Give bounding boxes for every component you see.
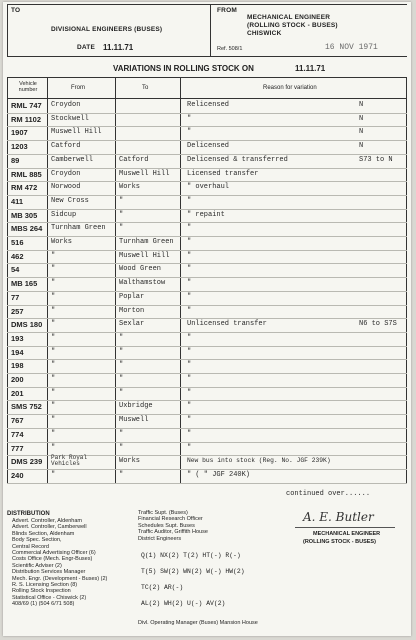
table-row xyxy=(3,387,411,401)
reason-cell: " xyxy=(187,265,192,274)
table-row xyxy=(3,113,411,127)
side-cell: N6 to S7S xyxy=(359,320,397,329)
col-header-vehicle: Vehicle number xyxy=(18,81,38,93)
from-cell: " xyxy=(51,333,56,342)
reason-cell: New bus into stock (Reg. No. JGF 239K) xyxy=(187,457,331,465)
from-cell: Camberwell xyxy=(51,155,94,164)
reason-cell: " xyxy=(187,416,192,425)
from-cell: " xyxy=(51,347,56,356)
from-cell: " xyxy=(51,292,56,301)
to-cell: Muswell Hill xyxy=(119,169,170,178)
vehicle-number: 257 xyxy=(11,306,24,316)
to-cell: " xyxy=(119,361,124,370)
distribution-footer: Divl. Operating Manager (Buses) Mansion House xyxy=(138,620,258,626)
vehicle-number: MB 305 xyxy=(11,210,38,220)
col-header-from: From xyxy=(71,85,85,91)
distribution-left-list xyxy=(12,518,107,608)
code-line: TC(2) AR(-) xyxy=(141,584,184,591)
dist-item: Schedules Supt. Buses xyxy=(138,522,195,529)
dist-item: District Engineers xyxy=(138,535,182,542)
vehicle-number: 462 xyxy=(11,251,24,261)
table-row xyxy=(3,318,411,332)
reason-cell: " xyxy=(187,238,192,246)
table-row xyxy=(3,442,411,456)
vehicle-number: 516 xyxy=(11,238,24,247)
from-cell: " xyxy=(51,306,56,315)
vehicle-number: 1907 xyxy=(11,128,28,138)
from-line-2: (ROLLING STOCK - BUSES) xyxy=(247,22,338,29)
from-cell: " xyxy=(51,375,56,383)
vehicle-number: 767 xyxy=(11,416,24,426)
dist-item: Central Record xyxy=(12,543,49,550)
signature-title-1: MECHANICAL ENGINEER xyxy=(313,531,381,537)
col-header-reason: Reason for variation xyxy=(263,85,317,91)
reason-cell: " xyxy=(187,388,192,397)
table-row xyxy=(3,250,411,264)
to-cell: " xyxy=(119,375,124,383)
table-row xyxy=(3,291,411,305)
to-cell: " xyxy=(119,347,124,356)
dist-item: R. S. Licensing Section (8) xyxy=(12,582,78,589)
signature-title-2: (ROLLING STOCK - BUSES) xyxy=(303,539,376,545)
vehicle-number: RM 1102 xyxy=(11,114,42,124)
vehicle-number: 411 xyxy=(11,196,24,206)
header-top-rule xyxy=(7,4,407,5)
vehicle-number: SMS 752 xyxy=(11,402,42,412)
distribution-middle-list xyxy=(138,510,208,542)
reason-cell: " xyxy=(187,251,192,260)
side-cell: N xyxy=(359,114,364,123)
dist-item: 408/69 (1) (504 6/71 508) xyxy=(12,601,75,608)
dist-item: Distribution Services Manager xyxy=(12,569,86,576)
reason-cell: " xyxy=(187,333,192,342)
dist-item: Traffic Supt. (Buses) xyxy=(138,510,188,516)
reason-cell: " xyxy=(187,292,192,301)
reason-cell: " xyxy=(187,279,192,288)
vehicle-number: 1203 xyxy=(11,142,28,152)
code-line: Q(1) NX(2) T(2) HT(-) R(-) xyxy=(141,552,241,559)
header-divider xyxy=(210,4,211,56)
header-left-border xyxy=(7,4,8,56)
side-cell: N xyxy=(359,101,364,109)
from-cell: Croydon xyxy=(51,169,81,178)
row-rule xyxy=(7,483,407,484)
table-row xyxy=(3,168,411,182)
reason-cell: " repaint xyxy=(187,210,225,219)
dist-item: Blinds Section, Aldenham xyxy=(12,530,75,537)
from-line-1: MECHANICAL ENGINEER xyxy=(247,14,331,21)
signature-rule xyxy=(295,527,395,528)
reason-cell: Delicensed & transferred xyxy=(187,155,288,164)
to-cell: Poplar xyxy=(119,292,145,301)
from-cell: Catford xyxy=(51,142,81,151)
table-row xyxy=(3,154,411,168)
reason-cell: Unlicensed transfer xyxy=(187,320,267,329)
vehicle-number: 777 xyxy=(11,443,24,453)
header-bottom-rule xyxy=(7,56,407,57)
table-row xyxy=(3,359,411,373)
distribution-title: DISTRIBUTION xyxy=(7,511,50,517)
document-page xyxy=(3,2,411,636)
to-cell: " xyxy=(119,333,124,342)
table-row xyxy=(3,195,411,209)
to-cell: " xyxy=(119,210,124,219)
side-cell: N xyxy=(359,142,364,151)
table-row xyxy=(3,277,411,291)
table-row xyxy=(3,181,411,195)
to-cell: Wood Green xyxy=(119,265,162,274)
table-row xyxy=(3,332,411,346)
to-cell: " xyxy=(119,443,124,452)
from-cell: " xyxy=(51,402,56,411)
to-cell: Catford xyxy=(119,155,149,164)
dist-item: Advert. Controller, Camberwell xyxy=(12,524,87,531)
dist-item: Mech. Engr. (Development - Buses) (2) xyxy=(12,575,108,582)
table-top-rule xyxy=(7,77,407,78)
vehicle-number: 240 xyxy=(11,470,24,480)
table-row xyxy=(3,414,411,428)
reason-cell: " xyxy=(187,361,192,370)
vehicle-number: 198 xyxy=(11,361,24,371)
to-cell: Works xyxy=(119,183,141,192)
date-label: DATE xyxy=(77,44,96,51)
to-cell: " xyxy=(119,196,124,205)
from-cell: Muswell Hill xyxy=(51,128,102,137)
dist-item: Commercial Advertising Officer (6) xyxy=(12,550,96,557)
dist-item: Financial Research Officer xyxy=(138,516,203,523)
to-value: DIVISIONAL ENGINEERS (BUSES) xyxy=(51,26,163,33)
table-row xyxy=(3,400,411,414)
table-row xyxy=(3,236,411,250)
dist-item: Advert. Controller, Aldenham xyxy=(12,518,83,524)
dist-item: Rolling Stock Inspection xyxy=(12,588,71,595)
to-cell: Uxbridge xyxy=(119,402,153,411)
from-cell: " xyxy=(51,443,56,452)
to-cell: Muswell xyxy=(119,416,149,425)
reason-cell: " xyxy=(187,429,192,438)
dist-item: Body Spec. Section, xyxy=(12,537,62,544)
from-cell: " xyxy=(51,470,56,479)
vehicle-number: 774 xyxy=(11,429,24,439)
dist-item: Traffic Auditor, Griffith House xyxy=(138,529,208,536)
reason-cell: " xyxy=(187,306,192,315)
vehicle-number: RML 885 xyxy=(11,169,42,179)
from-cell: " xyxy=(51,320,56,329)
from-cell: " xyxy=(51,388,56,397)
from-label: FROM xyxy=(217,7,237,14)
to-cell: Morton xyxy=(119,306,145,315)
from-cell: Works xyxy=(51,238,73,246)
vehicle-number: 194 xyxy=(11,347,24,357)
from-cell: " xyxy=(51,279,56,288)
table-row xyxy=(3,346,411,360)
district-codes xyxy=(141,548,245,612)
table-row xyxy=(3,263,411,277)
date-value: 11.11.71 xyxy=(103,43,134,52)
to-cell: Muswell Hill xyxy=(119,251,170,260)
reason-cell: Delicensed xyxy=(187,142,230,151)
code-line: AL(2) WH(2) U(-) AV(2) xyxy=(141,600,226,607)
from-cell: New Cross xyxy=(51,196,89,205)
reason-cell: Licensed transfer xyxy=(187,169,259,178)
vehicle-number: 54 xyxy=(11,265,20,275)
reason-cell: Relicensed xyxy=(187,101,230,109)
dist-item: Statistical Office - Chiswick (2) xyxy=(12,594,87,601)
from-cell: Norwood xyxy=(51,183,81,192)
to-cell: Sexlar xyxy=(119,320,145,329)
table-row xyxy=(3,140,411,154)
dist-item: Costs Office (Mech. Engr-Buses) xyxy=(12,556,93,563)
form-title-date: 11.11.71 xyxy=(295,64,326,73)
to-cell: " xyxy=(119,470,124,479)
reason-cell: " overhaul xyxy=(187,183,230,192)
signature: A. E. Butler xyxy=(303,510,374,524)
table-row xyxy=(3,222,411,236)
side-cell: S73 to N xyxy=(359,155,393,164)
to-cell: Turnham Green xyxy=(119,238,174,246)
reason-cell: " xyxy=(187,443,192,452)
table-row xyxy=(3,373,411,387)
vehicle-number: DMS 180 xyxy=(11,320,43,330)
reason-cell: " xyxy=(187,196,192,205)
from-cell: Sidcup xyxy=(51,210,77,219)
vehicle-number: RM 472 xyxy=(11,183,38,193)
table-row xyxy=(3,209,411,223)
to-cell: " xyxy=(119,224,124,233)
continued-note: continued over...... xyxy=(286,490,371,498)
to-cell: Works xyxy=(119,457,141,466)
code-line: T(5) SW(2) WN(2) W(-) HW(2) xyxy=(141,568,245,575)
to-cell: Walthamstow xyxy=(119,279,166,288)
from-cell: Turnham Green xyxy=(51,224,106,233)
table-row xyxy=(3,428,411,442)
from-cell: " xyxy=(51,251,56,260)
to-label: TO xyxy=(11,7,21,14)
reason-cell: " xyxy=(187,347,192,356)
reason-cell: " xyxy=(187,114,192,123)
table-row xyxy=(3,455,411,469)
from-cell: " xyxy=(51,361,56,370)
reason-cell: " ( " JGF 240K) xyxy=(187,470,251,479)
to-cell: " xyxy=(119,388,124,397)
from-cell: Croydon xyxy=(51,101,81,109)
table-row xyxy=(3,305,411,319)
received-date-stamp: 16 NOV 1971 xyxy=(325,43,378,52)
reason-cell: " xyxy=(187,375,192,383)
table-row xyxy=(3,469,411,483)
col-header-to: To xyxy=(142,85,149,91)
reason-cell: " xyxy=(187,128,192,137)
dist-item: Scientific Adviser (2) xyxy=(12,562,62,569)
form-title: VARIATIONS IN ROLLING STOCK ON xyxy=(113,64,254,73)
from-cell: Stockwell xyxy=(51,114,89,123)
vehicle-number: RML 747 xyxy=(11,101,42,110)
vehicle-number: DMS 239 xyxy=(11,457,43,467)
from-cell: " xyxy=(51,416,56,425)
to-cell: " xyxy=(119,429,124,438)
from-cell: " xyxy=(51,429,56,438)
vehicle-number: 89 xyxy=(11,155,20,165)
table-row xyxy=(3,126,411,140)
vehicle-number: MB 165 xyxy=(11,279,38,289)
reason-cell: " xyxy=(187,224,192,233)
from-cell: Park Royal Vehicles xyxy=(51,454,88,468)
reason-cell: " xyxy=(187,402,192,411)
vehicle-number: 77 xyxy=(11,292,20,302)
side-cell: N xyxy=(359,128,364,137)
ref-label: Ref. 508/1 xyxy=(217,46,243,52)
vehicle-number: 200 xyxy=(11,375,24,384)
from-cell: " xyxy=(51,265,56,274)
vehicle-number: 201 xyxy=(11,388,24,398)
vehicle-number: 193 xyxy=(11,333,24,343)
table-row xyxy=(3,99,411,113)
vehicle-number: MBS 264 xyxy=(11,224,43,234)
from-line-3: CHISWICK xyxy=(247,30,282,37)
